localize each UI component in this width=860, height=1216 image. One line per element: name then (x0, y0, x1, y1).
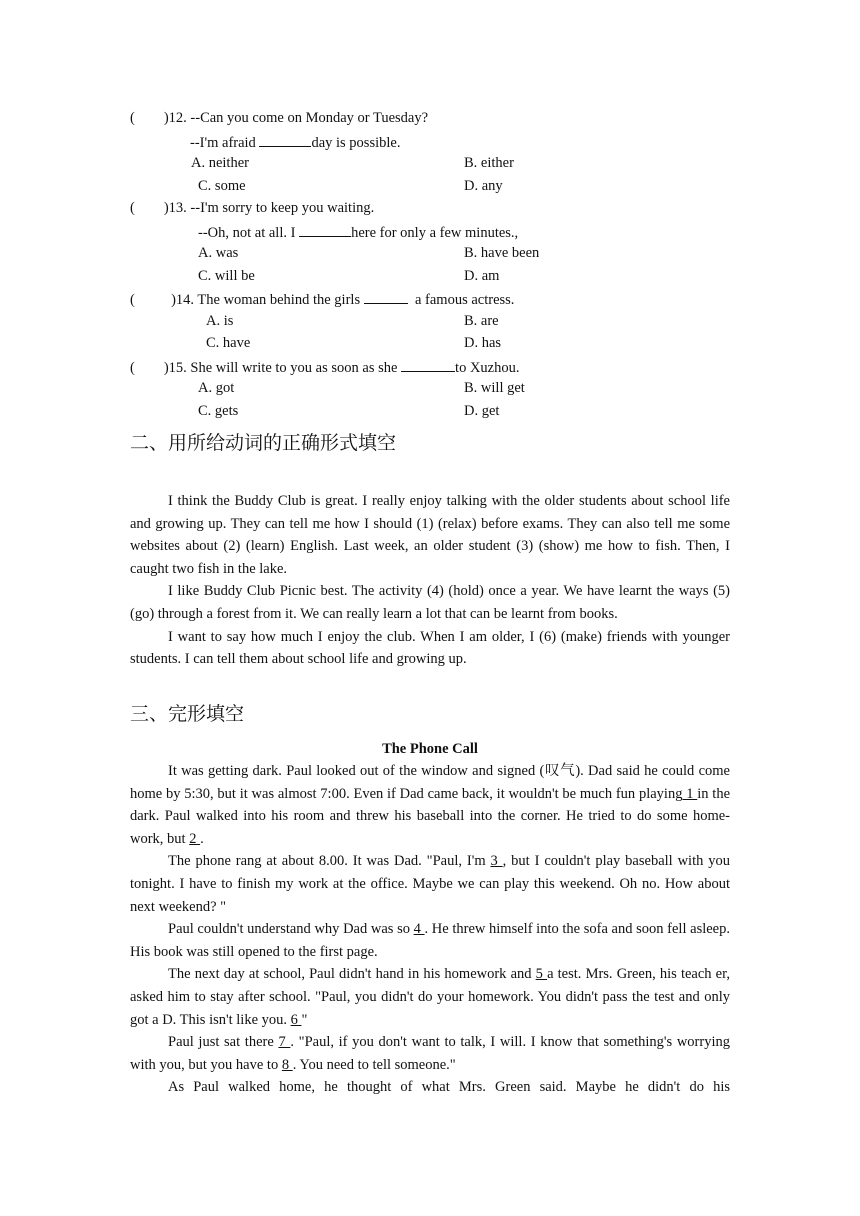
q12-option-c: C. some (198, 178, 246, 194)
section-2-paragraph-3: I want to say how much I enjoy the club. When I am older, I (6) (make) friends with younger students. I can tell them about school life and growing up. (130, 628, 730, 668)
q12-stem: ( )12. --Can you come on Monday or Tuesday? (130, 110, 429, 126)
q12-option-b: B. either (464, 155, 514, 171)
cloze-blank-7: 7 (278, 1034, 291, 1051)
q15-option-c: C. gets (198, 403, 239, 419)
q12-line2: --I'm afraid day is possible. (190, 131, 400, 153)
cloze-paragraph-3: Paul couldn't understand why Dad was so 4 . He threw himself into the sofa and soon fell asleep. His book was still opened to the first page. (130, 921, 730, 960)
cloze-paragraph-2: The phone rang at about 8.00. It was Dad. "Paul, I'm 3 , but I couldn't play baseball with you tonight. I have to finish my work at the office. Maybe we can play this weekend. Oh no. How about next weekend? " (130, 853, 731, 915)
cloze-blank-1: 1 (682, 785, 698, 802)
q13-stem: ( )13. --I'm sorry to keep you waiting. (130, 200, 375, 216)
q14-stem: ( )14. The woman behind the girls a famous actress. (130, 288, 514, 310)
q14-option-a: A. is (206, 313, 234, 329)
q14-option-d: D. has (464, 335, 502, 351)
q14-option-b: B. are (464, 313, 499, 329)
section-2-paragraph-2: I like Buddy Club Picnic best. The activity (4) (hold) once a year. We have learnt the ways (5) (go) through a forest from it. We can really learn a lot that can be learnt from books. (130, 583, 730, 622)
q12-option-a: A. neither (191, 155, 249, 171)
q12-option-d: D. any (464, 178, 503, 194)
cloze-blank-2: 2 (189, 830, 201, 847)
q13-option-c: C. will be (198, 268, 255, 284)
cloze-blank-8: 8 (281, 1056, 293, 1073)
cloze-blank-5: 5 (535, 966, 548, 983)
cloze-paragraph-4: The next day at school, Paul didn't hand in his homework and 5 a test. Mrs. Green, his teach er, asked him to stay after school. "Paul, you didn't do your homework. You didn't pass the test and only got a D. This isn't like you. 6 " (130, 966, 730, 1028)
q15-option-b: B. will get (464, 380, 525, 396)
section-2-paragraph-1: I think the Buddy Club is great. I really enjoy talking with the older students about school life and growing up. They can tell me how I should (1) (relax) before exams. They can also tell me some websites about (2) (learn) English. Last week, an older student (3) (show) me how to fish. Then, I caught two fish in the lake. (130, 493, 730, 577)
cloze-blank-3: 3 (490, 853, 503, 870)
q13-option-a: A. was (198, 245, 239, 261)
q15-stem: ( )15. She will write to you as soon as she to Xuzhou. (130, 356, 519, 378)
q14-option-c: C. have (206, 335, 251, 351)
cloze-paragraph-1: It was getting dark. Paul looked out of the window and signed (叹气). Dad said he could come home by 5:30, but it was almost 7:00. Even if Dad came back, it wouldn't be much fun playing 1 in the dark. Paul walked into his room and threw his baseball into the corner. He tried to do some home- work, but 2 . (130, 763, 731, 847)
passage-title: The Phone Call (382, 741, 478, 757)
cloze-blank-4: 4 (413, 921, 425, 938)
q15-option-d: D. get (464, 403, 500, 419)
cloze-paragraph-6: As Paul walked home, he thought of what Mrs. Green said. Maybe he didn't do his (168, 1079, 730, 1096)
section-2-heading: 二、用所给动词的正确形式填空 (130, 432, 397, 454)
section-3-heading: 三、完形填空 (130, 703, 245, 725)
cloze-paragraph-5: Paul just sat there 7 . "Paul, if you don't want to talk, I will. I know that something's worrying with you, but you have to 8 . You need to tell someone." (130, 1034, 730, 1073)
cloze-blank-6: 6 (290, 1011, 302, 1028)
q13-option-d: D. am (464, 268, 500, 284)
section-2-passage (130, 490, 730, 671)
q13-option-b: B. have been (464, 245, 540, 261)
cloze-passage (130, 760, 730, 1099)
q13-line2: --Oh, not at all. I here for only a few minutes., (198, 221, 518, 243)
q15-option-a: A. got (198, 380, 235, 396)
